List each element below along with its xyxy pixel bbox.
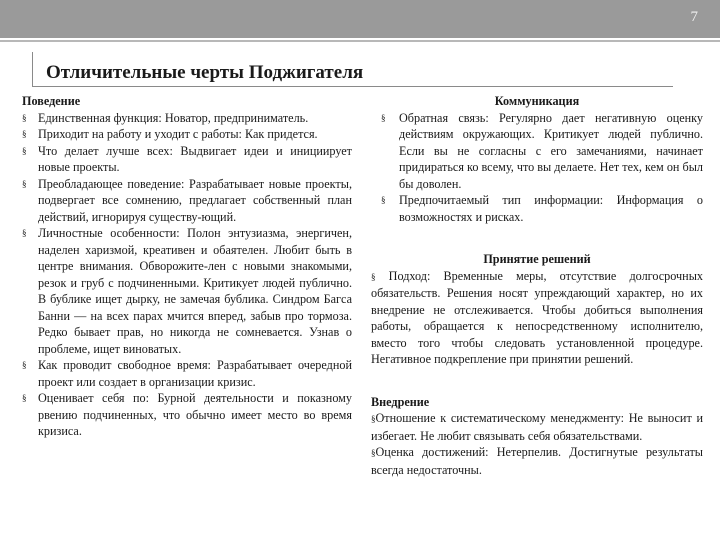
list-item [22,126,352,143]
list-item [22,176,352,226]
bullet-icon: § [22,228,27,238]
list-item-text: Что делает лучше всех: Выдвигает идеи и инициирует новые проекты. [38,143,352,174]
list-item-text: Обратная связь: Регулярно дает негативную оценку действиям окружающих. Критикует людей публично. Если вы не согласны с его замечаниями, начинает придираться ко всему, что вы делаете. Нет тех, кем он был бы доволен. [399,110,703,191]
list-item-text: Как проводит свободное время: Разрабатывает очередной проект или создает в организации кризис. [38,358,352,389]
list-item-text: Личностные особенности: Полон энтузиазма, энергичен, наделен харизмой, креативен и обаятелен. Любит быть в центре внимания. Обворожите-лен с новыми знакомыми, резок и груб с подчиненными. Критикует людей публично. В бублике ищет дырку, не замечая бублика. Синдром Багса Банни — на всех парах мчится вперед, забыв про тормоза. Редко бывает прав, но никогда не сомневается. Узнав о проблеме, ищет виноватых. [38,226,352,356]
page-title: Отличительные черты Поджигателя [46,62,364,83]
list-item [22,390,352,440]
list-item [22,143,352,176]
list-item [22,225,352,357]
bullet-icon: § [22,360,27,370]
list-item [22,357,352,390]
bullet-icon: § [371,271,376,282]
list-item [371,110,703,193]
bullet-icon: § [381,195,386,205]
behavior-list [22,110,352,440]
bullet-icon: § [22,178,27,189]
bullet-icon: § [22,393,27,403]
bullet-icon: § [22,112,27,123]
bullet-icon: § [381,112,386,123]
list-item-text: Приходит на работу и уходит с работы: Как придется. [38,127,318,141]
bullet-icon: § [22,145,27,156]
list-item [22,110,352,127]
behavior-column [22,93,352,440]
list-item-text: Преобладающее поведение: Разрабатывает новые проекты, подвергает все сомнению, предлагает собственный план действий, игнорируя существу-ющий. [38,176,352,224]
communication-heading: Коммуникация [494,94,580,108]
header-divider [0,40,720,42]
list-item-text: Предпочитаемый тип информации: Информация о возможностях и рисках. [399,193,703,224]
list-item [371,192,703,225]
implementation-text-2: §Оценка достижений: Нетерпелив. Достигнутые результаты всегда недостаточны. [371,445,703,477]
bullet-icon: § [22,129,27,139]
list-item-text: Оценивает себя по: Бурной деятельности и показному рвению подчиненных, что обычно имеет место во время кризиса. [38,391,352,438]
slide-number: 7 [690,9,698,25]
implementation-heading: Внедрение [371,394,430,409]
right-column [371,93,703,478]
decision-text: § Подход: Временные меры, отсутствие долгосрочных обязательств. Решения носят упреждающий характер, но их внедрение не отслеживается. Чтобы добиться выполнения работы, обращается к непосредственному исполнителю, вместо того чтобы следовать установленной процедуре. Негативное подкрепление при принятии решений. [371,268,703,366]
decision-heading: Принятие решений [483,252,591,266]
behavior-heading: Поведение [22,94,81,108]
bullet-icon: § [371,448,376,458]
communication-list [371,110,703,226]
bullet-icon: § [371,414,376,424]
slide-header-bar [0,0,720,38]
list-item-text: Единственная функция: Новатор, предприниматель. [38,110,309,125]
implementation-text-1: §Отношение к систематическому менеджменту: Не выносит и избегает. Не любит связывать себя обязательствами. [371,411,703,443]
